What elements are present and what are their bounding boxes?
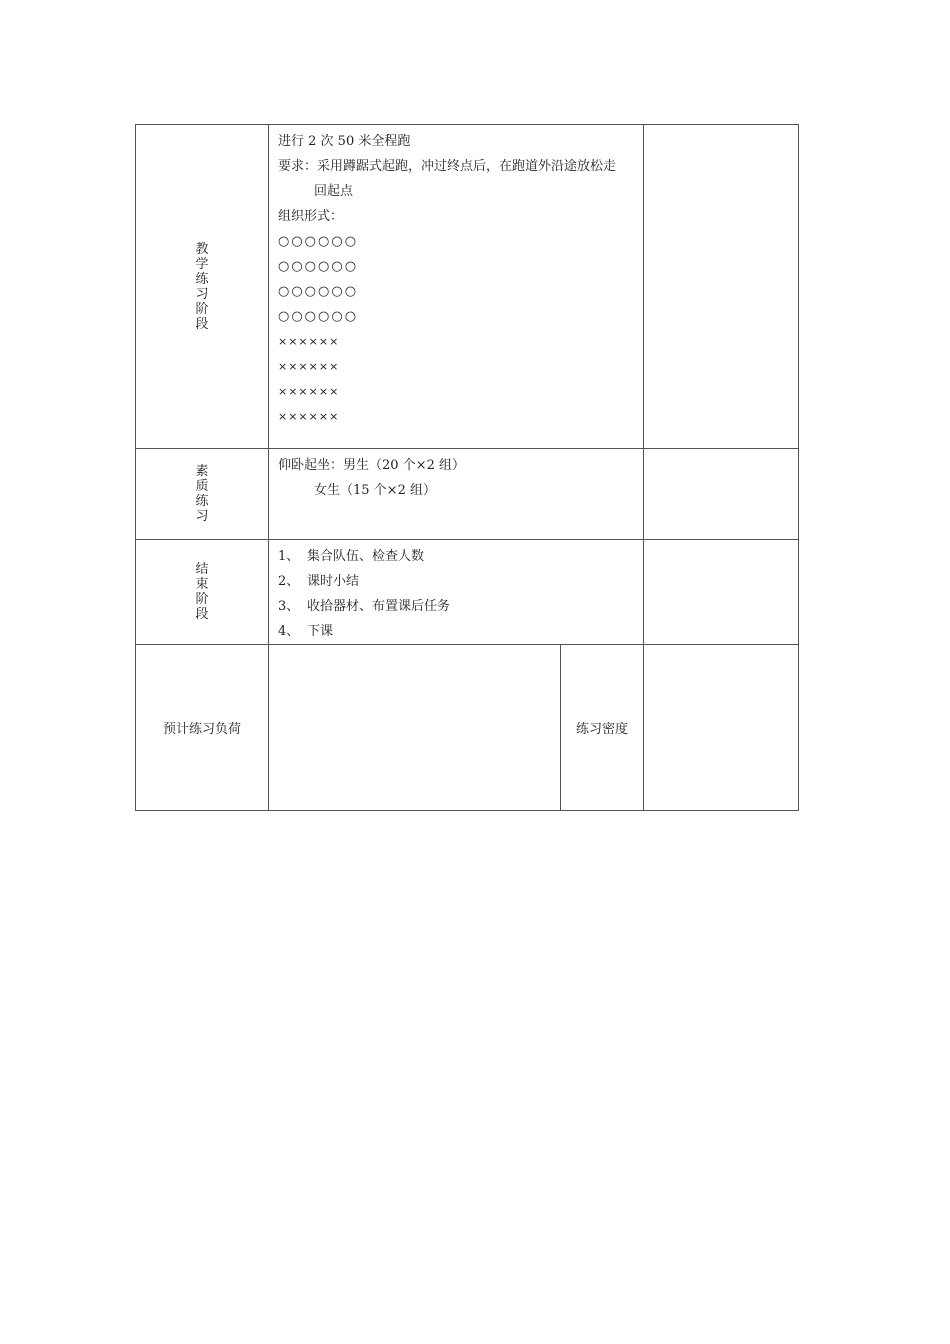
formation-cross-row: ××××××: [278, 335, 340, 348]
ending-item-text: 下课: [307, 624, 334, 639]
lesson-plan-table: [135, 124, 799, 811]
fitness-female: 女生（15 个×2 组）: [314, 483, 436, 498]
formation-circle-row: ○○○○○○: [278, 309, 359, 324]
ending-item-text: 课时小结: [307, 574, 360, 589]
ending-item-number: 3、: [278, 599, 300, 614]
ending-item: [278, 569, 635, 594]
load-row: [136, 645, 799, 811]
ending-item-text: 集合队伍、检查人数: [307, 549, 425, 564]
formation-circle-row: ○○○○○○: [278, 259, 359, 274]
practice-density-value-cell: [644, 645, 799, 811]
fitness-label-cell: [136, 449, 269, 540]
teaching-content: [269, 125, 644, 449]
ending-label-cell: [136, 540, 269, 645]
ending-notes-cell: [644, 540, 799, 645]
ending-content: [269, 540, 644, 645]
teaching-stage-label: 教学练习阶段: [195, 241, 209, 332]
teaching-requirement-cont: 回起点: [314, 184, 354, 199]
ending-item: [278, 594, 635, 619]
expected-load-label-cell: [136, 645, 269, 811]
formation-cross-row: ××××××: [278, 360, 340, 373]
ending-row: [136, 540, 799, 645]
fitness-row: [136, 449, 799, 540]
ending-item-number: 1、: [278, 549, 300, 564]
fitness-male: 仰卧起坐：男生（20 个×2 组）: [278, 458, 465, 473]
formation-circle-row: ○○○○○○: [278, 234, 359, 249]
ending-item: [278, 544, 635, 569]
teaching-line-1: 进行 2 次 50 米全程跑: [278, 134, 411, 149]
teaching-stage-label-cell: [136, 125, 269, 449]
expected-load-label: 预计练习负荷: [162, 722, 241, 737]
formation-circle-row: ○○○○○○: [278, 284, 359, 299]
ending-item-number: 4、: [278, 624, 300, 639]
ending-item: [278, 619, 635, 644]
ending-stage-label: 结束阶段: [195, 562, 209, 622]
fitness-label: 素质练习: [195, 464, 209, 524]
practice-density-label: 练习密度: [576, 722, 629, 737]
teaching-notes-cell: [644, 125, 799, 449]
fitness-content: [269, 449, 644, 540]
teaching-requirement: 要求：采用蹲踞式起跑，冲过终点后，在跑道外沿途放松走: [278, 159, 617, 174]
formation-cross-row: ××××××: [278, 410, 340, 423]
teaching-row: [136, 125, 799, 449]
ending-item-text: 收拾器材、布置课后任务: [307, 599, 451, 614]
expected-load-value-cell: [269, 645, 561, 811]
ending-item-number: 2、: [278, 574, 300, 589]
organization-form-label: 组织形式：: [278, 209, 344, 224]
practice-density-label-cell: [561, 645, 644, 811]
fitness-notes-cell: [644, 449, 799, 540]
formation-cross-row: ××××××: [278, 385, 340, 398]
